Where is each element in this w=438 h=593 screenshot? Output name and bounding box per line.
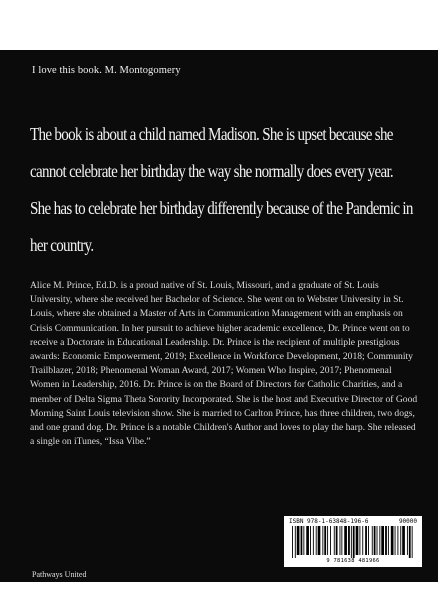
barcode-bar [303, 526, 304, 555]
barcode-bar [324, 526, 326, 555]
barcode-bar [397, 526, 398, 555]
barcode-bar [368, 526, 369, 555]
barcode-bar [409, 526, 411, 558]
barcode-bar [310, 526, 311, 555]
barcode-bar [400, 526, 401, 555]
barcode-bar [297, 526, 300, 555]
publisher-name: Pathways United [32, 570, 87, 579]
barcode-bar [313, 526, 314, 555]
barcode-bar [292, 526, 293, 558]
barcode-bar [377, 526, 378, 555]
isbn-label: ISBN 978-1-63848-196-6 [289, 518, 369, 525]
barcode-bar [301, 526, 303, 555]
isbn-barcode [284, 516, 422, 567]
barcode-bar [356, 526, 359, 555]
barcode-bar [306, 526, 309, 555]
barcode-bar [374, 526, 376, 555]
barcode-bar [407, 526, 408, 555]
endorsement-quote: I love this book. M. Montogomery [32, 65, 181, 76]
bottom-white-band [0, 582, 438, 593]
barcode-bar [372, 526, 373, 555]
barcode-bar [344, 526, 347, 555]
book-blurb: The book is about a child named Madison. She is upset because she cannot celebrate her birthday the way she normally does every year. She has to celebrate her birthday differently because of the Pandemic in her country. [30, 124, 413, 255]
barcode-bars [290, 526, 416, 558]
barcode-bar [365, 526, 367, 555]
barcode-bar [412, 526, 413, 558]
barcode-bar [330, 526, 331, 555]
barcode-bar [362, 526, 363, 555]
barcode-bar [351, 526, 352, 558]
barcode-bar [402, 526, 405, 555]
barcode-bar [327, 526, 328, 555]
barcode-bar [336, 526, 338, 555]
barcode-bar [340, 526, 341, 555]
barcode-bar [391, 526, 394, 555]
barcode-bar [322, 526, 323, 555]
barcode-bar [295, 526, 296, 558]
barcode-bar [388, 526, 389, 555]
barcode-bar [341, 526, 342, 555]
barcode-bar [359, 526, 360, 555]
author-bio: Alice M. Prince, Ed.D. is a proud native of St. Louis, Missouri, and a graduate of St. Louis University, where she received her Bachelor of Science. She went on to Webster University in St. Louis, where she obtained a Master of Arts in Communication Management with an emphasis on Crisis Communication. In her pursuit to achieve higher academic excellence, Dr. Prince went on to receive a Doctorate in Educational Leadership. Dr. Prince is the recipient of multiple prestigious awards: Economic Empowerment, 2019; Excellence in Workforce Development, 2018; Community Trailblazer, 2018; Phenomenal Woman Award, 2017; Women Who Inspire, 2017; Phenomenal Women in Leadership, 2016. Dr. Prince is on the Board of Directors for Catholic Charities, and a member of Delta Sigma Theta Sorority Incorporated. She is the host and Executive Director of Good Morning Saint Louis television show. She is married to Carlton Prince, has three children, two dogs, and one grand dog. Dr. Prince is a notable Children's Author and loves to play the harp. She released a single on iTunes, “Issa Vibe.” [30, 280, 418, 448]
barcode-bar [318, 526, 321, 555]
barcode-bar [395, 526, 396, 555]
barcode-bar [385, 526, 387, 555]
barcode-bar [381, 526, 384, 555]
top-white-band [0, 0, 438, 50]
barcode-bar [379, 526, 380, 555]
barcode-bar [316, 526, 317, 555]
isbn-label-row [289, 518, 417, 525]
barcode-number: 9 781638 481966 [326, 558, 380, 564]
barcode-bar [353, 526, 355, 558]
barcode-bar [334, 526, 335, 555]
barcode-bar [348, 526, 350, 555]
price-code: 90000 [398, 518, 417, 525]
